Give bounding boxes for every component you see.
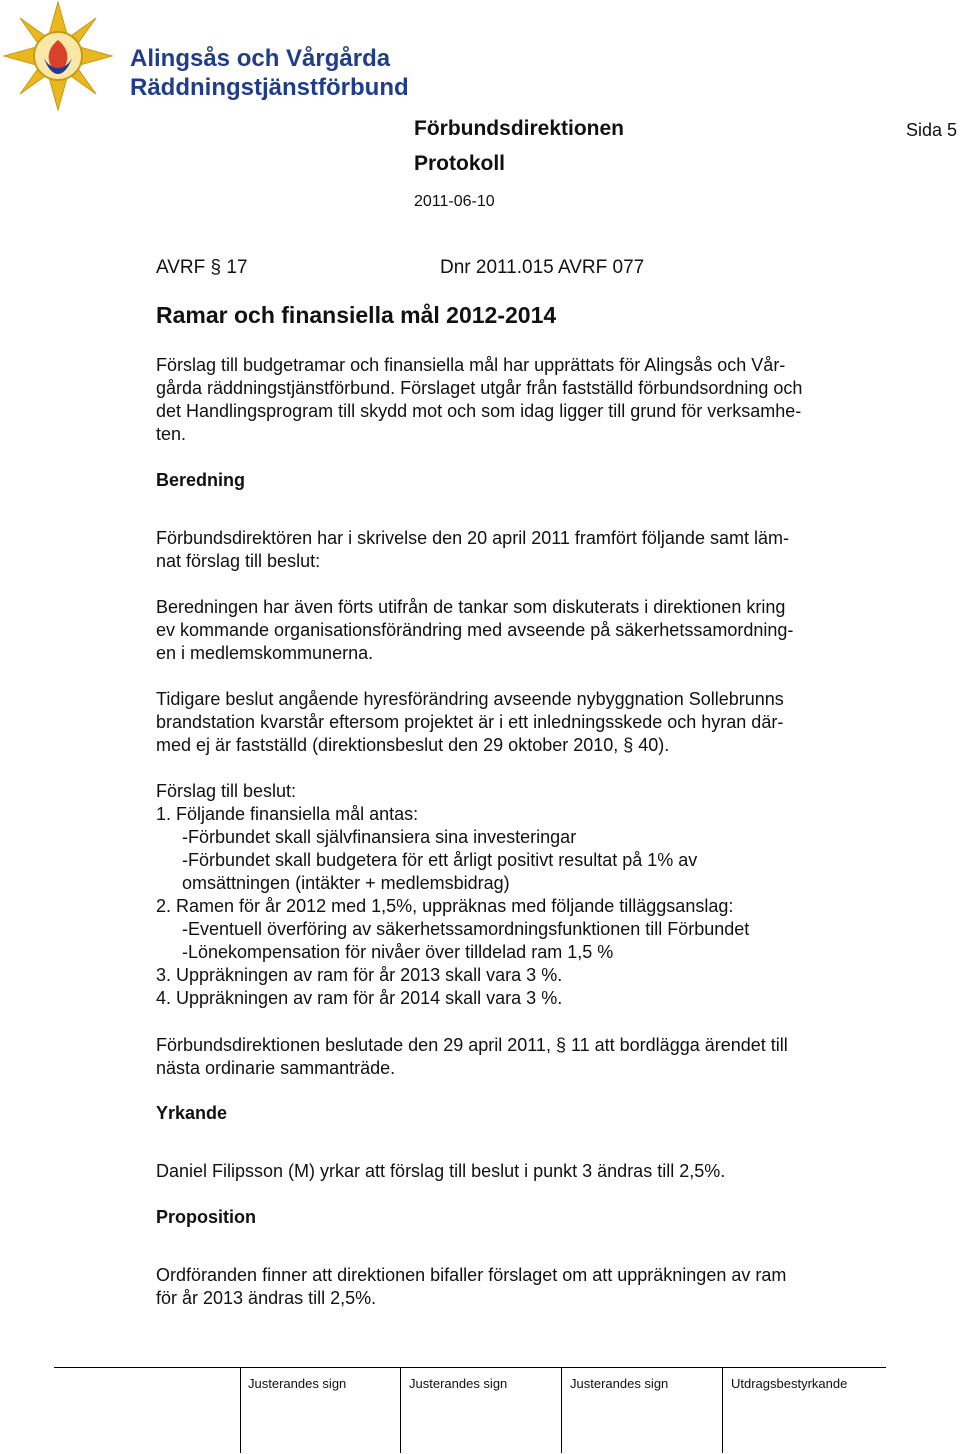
organization-name-line1: Alingsås och Vårgårda <box>130 45 391 72</box>
proposal-heading: Förslag till beslut: <box>156 781 297 801</box>
signature-divider <box>722 1367 723 1453</box>
text-line: ten. <box>156 424 187 444</box>
organization-logo <box>0 0 409 120</box>
beredning-paragraph-2 <box>156 596 876 665</box>
text-line: Förbundsdirektören har i skrivelse den 20 april 2011 framfört följande samt läm- <box>156 528 789 548</box>
page-number: Sida 5 <box>906 120 958 140</box>
text-line: Tidigare beslut angående hyresförändring avseende nybyggnation Sollebrunns <box>156 689 784 709</box>
signature-box-label: Justerandes sign <box>409 1376 508 1391</box>
proposal-subitem: -Förbundet skall budgetera för ett årligt positivt resultat på 1% av <box>182 850 698 870</box>
beredning-heading: Beredning <box>156 470 246 490</box>
text-line: Daniel Filipsson (M) yrkar att förslag till beslut i punkt 3 ändras till 2,5%. <box>156 1161 726 1181</box>
dnr-reference: Dnr 2011.015 AVRF 077 <box>440 257 645 278</box>
paragraph-reference: AVRF § 17 <box>156 257 248 278</box>
beredning-paragraph-1 <box>156 527 876 573</box>
proposal-subitem: -Förbundet skall självfinansiera sina investeringar <box>182 827 577 847</box>
document-title: Ramar och finansiella mål 2012-2014 <box>156 302 557 328</box>
organization-name <box>130 44 409 102</box>
beredning-paragraph-3 <box>156 688 876 757</box>
proposal-subitem: -Eventuell överföring av säkerhetssamordningsfunktionen till Förbundet <box>182 919 750 939</box>
fire-service-star-emblem-icon <box>0 0 124 120</box>
text-line: gårda räddningstjänstförbund. Förslaget utgår från fastställd förbundsordning och <box>156 378 803 398</box>
text-line: med ej är fastställd (direktionsbeslut den 29 oktober 2010, § 40). <box>156 735 670 755</box>
proposal-subitem: omsättningen (intäkter + medlemsbidrag) <box>182 873 510 893</box>
proposal-item: 4. Uppräkningen av ram för år 2014 skall vara 3 %. <box>156 988 563 1008</box>
text-line: Beredningen har även förts utifrån de tankar som diskuterats i direktionen kring <box>156 597 786 617</box>
intro-paragraph <box>156 354 876 446</box>
text-line: ev kommande organisationsförändring med avseende på säkerhetssamordning- <box>156 620 794 640</box>
proposition-paragraph <box>156 1264 876 1310</box>
yrkande-heading: Yrkande <box>156 1103 228 1123</box>
organization-name-line2: Räddningstjänstförbund <box>130 74 409 101</box>
header-title: Förbundsdirektionen <box>414 117 624 140</box>
text-line: för år 2013 ändras till 2,5%. <box>156 1288 377 1308</box>
proposal-item: 1. Följande finansiella mål antas: <box>156 804 419 824</box>
signature-divider <box>561 1367 562 1453</box>
text-line: Ordföranden finner att direktionen bifaller förslaget om att uppräkningen av ram <box>156 1265 787 1285</box>
signature-box-label: Justerandes sign <box>248 1376 347 1391</box>
text-line: det Handlingsprogram till skydd mot och som idag ligger till grund för verksamhe- <box>156 401 802 421</box>
text-line: nat förslag till beslut: <box>156 551 321 571</box>
signature-box-label: Justerandes sign <box>570 1376 669 1391</box>
text-line: en i medlemskommunerna. <box>156 643 374 663</box>
yrkande-paragraph <box>156 1160 876 1183</box>
text-line: nästa ordinarie sammanträde. <box>156 1058 396 1078</box>
signature-divider <box>400 1367 401 1453</box>
signature-line <box>54 1367 886 1368</box>
proposition-heading: Proposition <box>156 1207 256 1227</box>
text-line: brandstation kvarstår eftersom projektet är i ett inledningsskede och hyran där- <box>156 712 784 732</box>
attestation-box-label: Utdragsbestyrkande <box>731 1376 848 1391</box>
signature-divider <box>240 1367 241 1453</box>
proposal-item: 3. Uppräkningen av ram för år 2013 skall vara 3 %. <box>156 965 563 985</box>
document-date: 2011-06-10 <box>414 193 495 210</box>
decision-paragraph <box>156 1034 876 1080</box>
proposal-item: 2. Ramen för år 2012 med 1,5%, uppräknas med följande tilläggsanslag: <box>156 896 734 916</box>
proposal-subitem: -Lönekompensation för nivåer över tilldelad ram 1,5 % <box>182 942 614 962</box>
proposal-list <box>156 780 876 1010</box>
document-type: Protokoll <box>414 152 506 175</box>
text-line: Förbundsdirektionen beslutade den 29 april 2011, § 11 att bordlägga ärendet till <box>156 1035 788 1055</box>
text-line: Förslag till budgetramar och finansiella mål har upprättats för Alingsås och Vår- <box>156 355 786 375</box>
